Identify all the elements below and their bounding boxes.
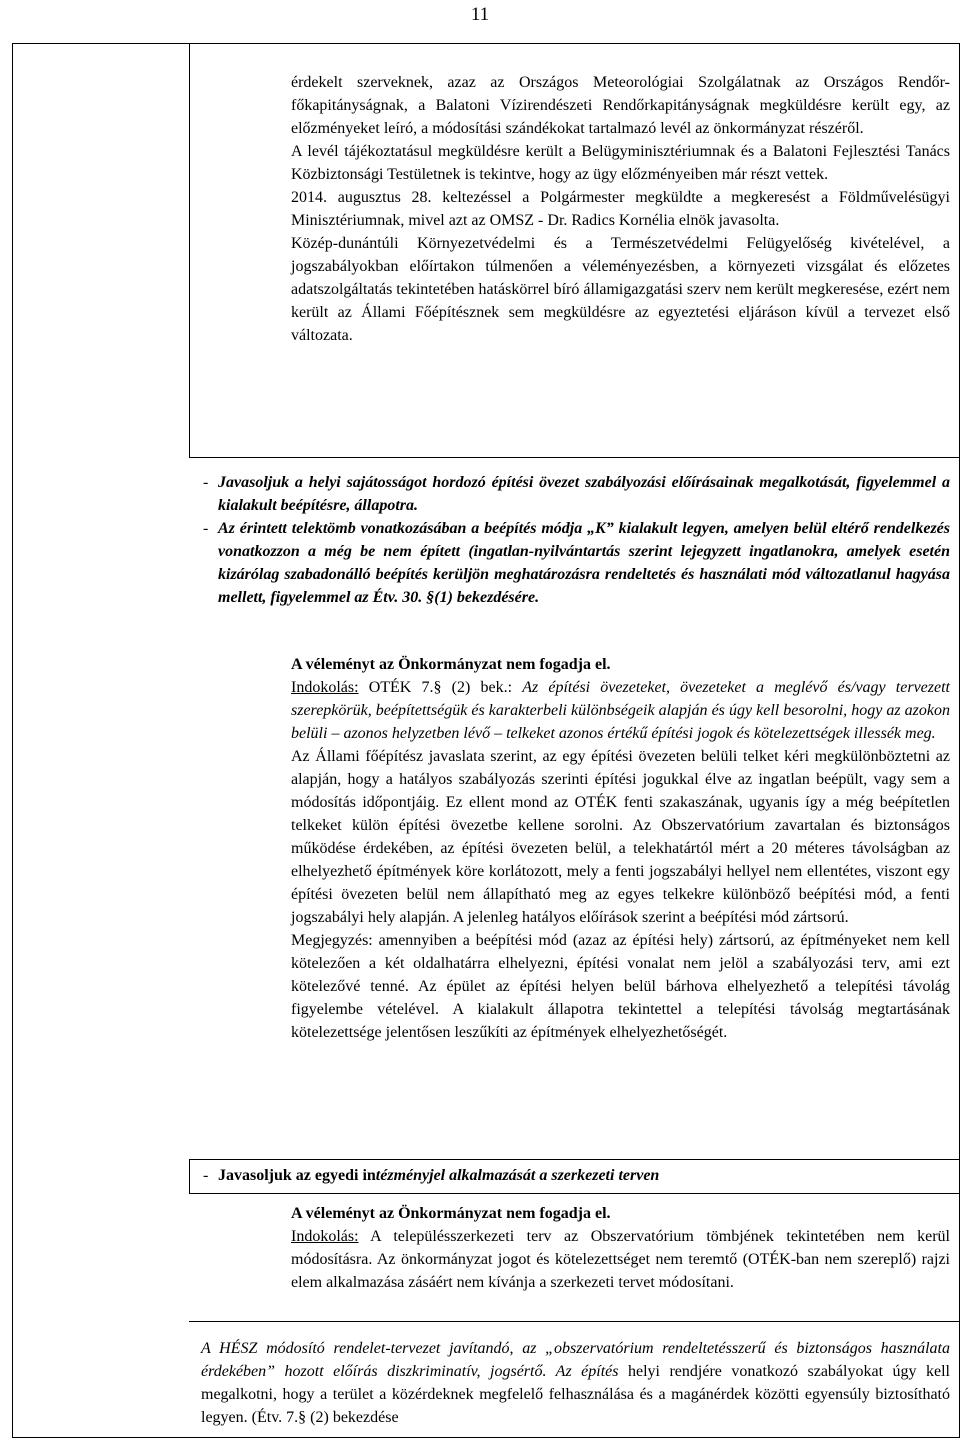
response-heading: A véleményt az Önkormányzat nem fogadja el. (291, 1205, 611, 1222)
paragraph-letters-sent: érdekelt szerveknek, azaz az Országos Meteorológiai Szolgálatnak az Országos Rendőr-főkapitányságnak, a Balatoni Vízirendészeti Rendőrkapitányságnak megküldésre került egy, az előzményeket leíró, a módosítási szándékokat tartalmazó levél az önkormányzat részéről. (291, 74, 950, 137)
list-dash: - (203, 520, 209, 537)
list-item (203, 1164, 950, 1187)
response-2 (291, 1202, 950, 1294)
proposal-local-characteristics: Javasoljuk a helyi sajátosságot hordozó építési övezet szabályozási előírásainak megalkotását, figyelemmel a kialakult beépítésre, állapotra. (218, 474, 950, 514)
note-paragraph: Megjegyzés: amennyiben a beépítési mód (azaz az építési hely) zártsorú, az építményeket nem kell kötelezően a két oldalhatárra elhelyezni, építési vonalat nem jelöl a szabályozási terv, ami ezt kötelezővé tenné. Az épület az építési helyen belül bárhova elhelyezhető a telepítési távolág figyelembe vételével. A kialakult állapotra tekintettel a telepítési távolság megtartásának kötelezettsége jelentősen leszűkíti az építmények elhelyezhetőségét. (291, 932, 950, 1041)
paragraph-authority: Közép-dunántúli Környezetvédelmi és a Természetvédelmi Felügyelőség kivételével, a jogszabályokban előírtakon túlmenően a véleményezésben, a környezeti vizsgálat és előzetes adatszolgáltatás tekintetében hatáskörrel bíró államigazgatási szerv nem került megkeresése, ezért nem került az Állami Főépítésznek sem megküldésre az egyeztetési eljáráson kívül a tervezet első változata. (291, 235, 950, 344)
list-dash: - (203, 1167, 209, 1184)
otek-reference: OTÉK 7.§ (2) bek.: (358, 679, 523, 696)
final-part2: helyi rendjére vonatkozó szabályokat úgy kell megalkotni, hogy a terület a közérdeknek megfelelő felhasználása és a magánérdek közötti egyensúly biztosítható legyen. (Étv. 7.§ (2) bekezdése (201, 1363, 951, 1426)
justification-text: A településszerkezeti terv az Obszervatórium tömbjének tekintetében nem kerül módosításra. Az önkormányzat jogot és kötelezettséget nem teremtő (OTÉK-ban nem szereplő) rajzi elem alkalmazása zásáért nem kívánja a szerkezeti tervet módosítani. (291, 1228, 950, 1291)
list-item (203, 517, 950, 609)
response-1 (291, 653, 950, 1044)
list-item (203, 471, 950, 517)
proposals-list (203, 471, 950, 609)
proposal-building-mode: Az érintett telektömb vonatkozásában a beépítés módja „K” kialakult legyen, amelyen belül eltérő rendelkezés vonatkozzon a még be nem épített (ingatlan-nyilvántartás szerint lejegyzett ingatlanokra, amelyek esetén kizárólag szabadonálló beépítés kerüljön meghatározásra rendeltetés és használati mód változatlanul hagyása mellett, figyelemmel az Étv. 30. §(1) bekezdésére. (218, 520, 950, 606)
background-text (291, 71, 950, 347)
table-row-divider (189, 1159, 960, 1160)
justification-paragraph (291, 1225, 950, 1294)
chief-architect-paragraph: Az Állami főépítész javaslata szerint, az egy építési övezeten belüli telket kéri megkülönböztetni az alapján, hogy a hatályos szabályozás szerinti építési jogukkal élve az ingatlan beépült, vagy sem a módosítás időpontjáig. Ez ellent mond az OTÉK fenti szakaszának, ugyanis így a még beépítetlen telkeket külön építési övezetbe kellene sorolni. Az Obszervatórium zavartalan és biztonságos működése érdekében, az építési övezeten belül, a telekhatártól mért a 20 méteres távolságban az elhelyezhető építmények köre korlátozott, mely a fenti jogszabályi hellyel nem ellentétes, viszont egy építési övezeten belül nem állapítható meg az egyes telkekre különböző beépítési mód, a fenti jogszabályi hely alapján. A jelenleg hatályos előírások szerint a beépítési mód zártsorú. (291, 748, 950, 926)
final-statement (201, 1337, 950, 1429)
table-row-divider (189, 1321, 960, 1322)
list-dash: - (203, 474, 209, 491)
final-part1: A HÉSZ módosító rendelet-tervezet javítandó, az „obszervatórium rendeltetésszerű és biztonságos használata érdekében” hozott előírás diszkriminatív, jogsértő. Az építés (201, 1340, 950, 1380)
final-paragraph (201, 1337, 950, 1429)
table-column-divider (189, 1159, 190, 1193)
response-heading: A véleményt az Önkormányzat nem fogadja el. (291, 656, 611, 673)
page-number: 11 (470, 4, 490, 25)
proposal-symbol-part1: Javasoljuk az egyedi in (218, 1167, 376, 1184)
table-row-divider (189, 457, 960, 458)
justification-label: Indokolás: (291, 679, 359, 696)
table-row-divider (189, 1193, 960, 1194)
justification-paragraph (291, 676, 950, 745)
proposal-3 (203, 1164, 950, 1187)
paragraph-ministry-info: A levél tájékoztatásul megküldésre került a Belügyminisztériumnak és a Balatoni Fejlesztési Tanács Közbiztonsági Testületnek is tekintve, hogy az ügy előzményeiben már részt vettek. (291, 143, 950, 183)
otek-quote: Az építési övezeteket, övezeteket a meglévő és/vagy tervezett szerepkörük, beépítettségük és karakterbeli különbségeik alapján és úgy kell besorolni, hogy az azokon belüli – azonos helyzetben lévő – telkeket azonos értékű építési jogok és kötelezettségek illessék meg. (291, 679, 951, 742)
table-column-divider (189, 43, 190, 457)
justification-label: Indokolás: (291, 1228, 359, 1245)
paragraph-august-letter: 2014. augusztus 28. keltezéssel a Polgármester megküldte a megkeresést a Földművelésügyi Minisztériumnak, mivel azt az OMSZ - Dr. Radics Kornélia elnök javasolta. (291, 189, 950, 229)
proposal-symbol-part2: tézményjel alkalmazását a szerkezeti terven (375, 1167, 660, 1184)
